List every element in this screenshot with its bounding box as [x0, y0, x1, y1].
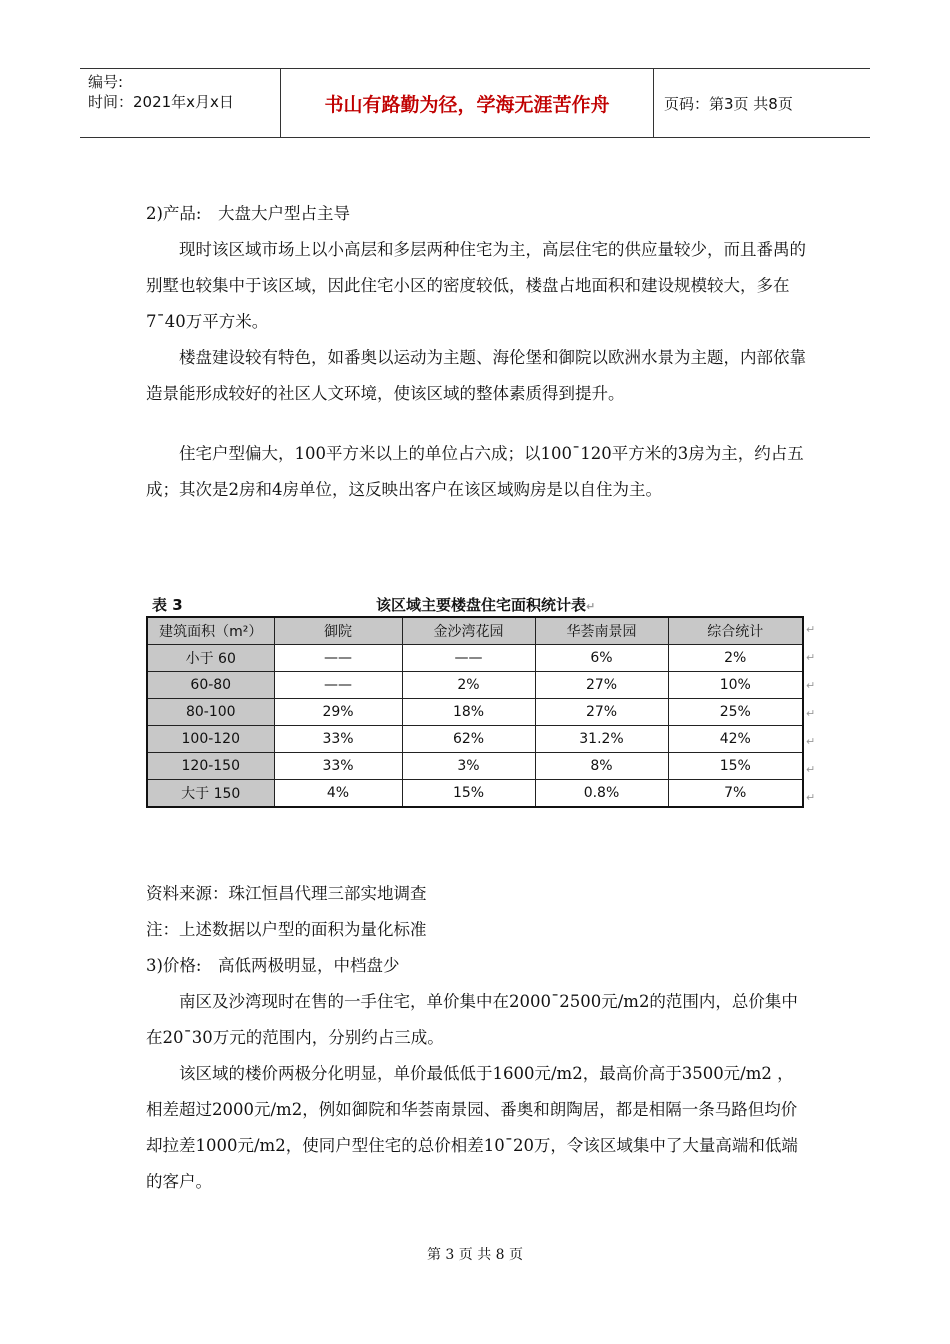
- row-end-mark: ↵: [806, 679, 816, 692]
- header-cell: 华荟南景园: [535, 617, 668, 645]
- table-cell: ——: [402, 645, 535, 672]
- area-stats-table-block: [146, 592, 826, 808]
- row-end-mark: ↵: [806, 623, 816, 636]
- header-meta: [80, 69, 280, 137]
- table-cell: 6%: [535, 645, 668, 672]
- notes-section: [146, 876, 806, 1200]
- paragraph-4: 南区及沙湾现时在售的一手住宅，单价集中在2000¯2500元/m2的范围内，总价集中在20¯30万元的范围内，分别约占三成。: [146, 992, 798, 1047]
- table-cell: 小于 60: [147, 645, 274, 672]
- table-label: 表 3: [152, 596, 183, 614]
- table-cell: 2%: [402, 672, 535, 699]
- header-cell: 建筑面积（m²）: [147, 617, 274, 645]
- header-cell: 综合统计: [668, 617, 803, 645]
- paragraph-5: 该区域的楼价两极分化明显，单价最低低于1600元/m2，最高价高于3500元/m2 ，相差超过2000元/m2，例如御院和华荟南景园、番奥和朗陶居，都是相隔一条马路但均价却拉差1000元/m2，使同户型住宅的总价相差10¯20万，令该区域集中了大量高端和低端的客户。: [146, 1064, 798, 1191]
- table-cell: 0.8%: [535, 780, 668, 808]
- table-cell: 62%: [402, 726, 535, 753]
- table-cell: 10%: [668, 672, 803, 699]
- table-cell: 33%: [274, 726, 402, 753]
- time-label: 时间：2021年x月x日: [88, 93, 234, 111]
- spacer: [146, 412, 806, 436]
- area-stats-table: [146, 616, 804, 808]
- standard-note: 注：上述数据以户型的面积为量化标准: [146, 920, 427, 939]
- table-cell: 4%: [274, 780, 402, 808]
- table-cell: ——: [274, 672, 402, 699]
- row-end-mark: ↵: [806, 791, 816, 804]
- paragraph-3: 住宅户型偏大，100平方米以上的单位占六成；以100¯120平方米的3房为主，约占五成；其次是2房和4房单位，这反映出客户在该区域购房是以自住为主。: [146, 444, 804, 499]
- table-cell: 15%: [668, 753, 803, 780]
- row-end-marks: [806, 616, 820, 812]
- number-label: 编号:: [88, 73, 124, 91]
- table-cell: 33%: [274, 753, 402, 780]
- table-cell: 29%: [274, 699, 402, 726]
- row-end-mark: ↵: [806, 651, 816, 664]
- table-cell: 80-100: [147, 699, 274, 726]
- table-cell: 27%: [535, 672, 668, 699]
- header-motto: 书山有路勤为径，学海无涯苦作舟: [280, 69, 654, 137]
- header-cell: 金沙湾花园: [402, 617, 535, 645]
- page-header: [80, 68, 870, 138]
- table-header-row: [147, 617, 803, 645]
- page-footer: 第 3 页 共 8 页: [426, 1247, 524, 1263]
- table-cell: ——: [274, 645, 402, 672]
- table-row: [147, 672, 803, 699]
- row-end-mark: ↵: [806, 735, 816, 748]
- row-end-mark: ↵: [806, 707, 816, 720]
- table-cell: 大于 150: [147, 780, 274, 808]
- table-cell: 42%: [668, 726, 803, 753]
- table-cell: 7%: [668, 780, 803, 808]
- table-row: [147, 753, 803, 780]
- source-note: 资料来源：珠江恒昌代理三部实地调查: [146, 884, 427, 903]
- table-cell: 25%: [668, 699, 803, 726]
- table-cell: 2%: [668, 645, 803, 672]
- table-cell: 31.2%: [535, 726, 668, 753]
- paragraph-1: 现时该区域市场上以小高层和多层两种住宅为主，高层住宅的供应量较少，而且番禺的别墅也较集中于该区域，因此住宅小区的密度较低，楼盘占地面积和建设规模较大，多在7¯40万平方米。: [146, 240, 806, 331]
- table-title: 该区域主要楼盘住宅面积统计表↵: [376, 596, 596, 614]
- price-heading: 3)价格: 高低两极明显，中档盘少: [146, 956, 400, 975]
- product-heading: 2)产品: 大盘大户型占主导: [146, 204, 350, 223]
- table-cell: 18%: [402, 699, 535, 726]
- table-row: [147, 645, 803, 672]
- body-text: [146, 196, 806, 508]
- table-cell: 120-150: [147, 753, 274, 780]
- table-cell: 27%: [535, 699, 668, 726]
- table-caption: [146, 592, 826, 616]
- table-cell: 8%: [535, 753, 668, 780]
- table-cell: 100-120: [147, 726, 274, 753]
- header-cell: 御院: [274, 617, 402, 645]
- table-cell: 3%: [402, 753, 535, 780]
- table-cell: 60-80: [147, 672, 274, 699]
- paragraph-2: 楼盘建设较有特色，如番奥以运动为主题、海伦堡和御院以欧洲水景为主题，内部依靠造景能形成较好的社区人文环境，使该区域的整体素质得到提升。: [146, 348, 806, 403]
- header-page-info: 页码：第3页 共8页: [664, 94, 793, 113]
- table-row: [147, 699, 803, 726]
- row-end-mark: ↵: [806, 763, 816, 776]
- table-row: [147, 726, 803, 753]
- table-cell: 15%: [402, 780, 535, 808]
- table-row: [147, 780, 803, 808]
